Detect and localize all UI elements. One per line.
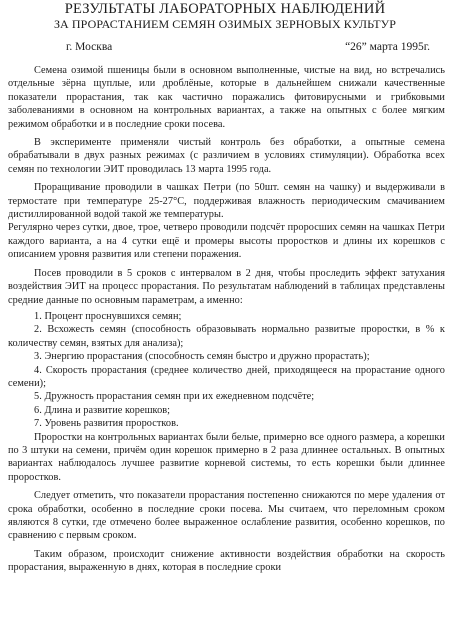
title-line-1: РЕЗУЛЬТАТЫ ЛАБОРАТОРНЫХ НАБЛЮДЕНИЙ: [64, 1, 386, 17]
list-item: 3. Энергию прорастания (способность семян быстро и дружно прорастать);: [34, 351, 370, 363]
place: г. Москва: [66, 41, 113, 53]
paragraph-5: Посев проводили в 5 сроков с интервалом в 2 дня, чтобы проследить эффект затухания воздействия ЭИТ на процесс прорастания. По результатам наблюдений в таблицах представлены средние данные по основным параметрам, а именно:: [8, 267, 445, 306]
list-item: 4. Скорость прорастания (среднее количество дней, приходящееся на прорастание одного семени);: [8, 364, 445, 389]
document-body: [0, 64, 450, 575]
list-item: 1. Процент проснувшихся семян;: [34, 310, 182, 322]
paragraph-7: Следует отметить, что показатели прорастания постепенно снижаются по мере удаления от срока обработки, особенно в последние сроки посева. Мы считаем, что переломным сроком являются 8 сутки, где отмечено более выраженное ослабление развития, особенно корешков, по сравнению с первым сроком.: [8, 490, 445, 542]
paragraph-4: Регулярно через сутки, двое, трое, четверо проводили подсчёт проросших семян на чашках Петри каждого варианта, а на 4 сутки ещё и промеры высоты проростков и длины их корешков с описанием уровня развития или степени поражения.: [8, 222, 445, 261]
list-item: 2. Всхожесть семян (способность образовывать нормально развитые проростки, в % к количеству семян, взятых для анализа);: [8, 324, 445, 349]
date: “26” марта 1995г.: [345, 41, 430, 53]
paragraph-8: Таким образом, происходит снижение активности воздействия обработки на скорость прорастания, выраженную в днях, которая в последние сроки: [8, 548, 445, 574]
paragraph-6: Проростки на контрольных вариантах были белые, примерно все одного размера, а корешки по 3 штуки на семени, причём один корешок примерно в 2 раза длиннее остальных. В опытных вариантах наблюдалось лучшее развитие корневой системы, то есть корешки были длиннее проростков.: [8, 431, 445, 483]
paragraph-2: В эксперименте применяли чистый контроль без обработки, а опытные семена обрабатывали в двух разных режимах (с различием в условиях стимуляции). Обработка всех семян по технологии ЭИТ проводилась 13 марта 1995 года.: [8, 137, 445, 175]
list-item: 5. Дружность прорастания семян при их ежедневном подсчёте;: [34, 391, 315, 403]
paragraph-1: Семена озимой пшеницы были в основном выполненные, чистые на вид, но встречались отдельные зёрна щуплые, или дроблёные, которые в дальнейшем снижали качественные показатели прорастания, так как частично поражались фитовирусными и грибковыми заболеваниями в основном на контрольных вариантах, а также на опытных с более мягким режимом обработки и в последние сроки посева.: [8, 65, 445, 130]
parameter-list: [8, 310, 445, 431]
dateline: [0, 40, 450, 54]
list-item: 6. Длина и развитие корешков;: [34, 404, 171, 416]
paragraph-3: Проращивание проводили в чашках Петри (по 50шт. семян на чашку) и выдерживали в термостате при температуре 25-27°С, поддерживая влажность периодическим смачиванием дистиллированной водой такой же температуры.: [8, 182, 445, 221]
title-line-2: ЗА ПРОРАСТАНИЕМ СЕМЯН ОЗИМЫХ ЗЕРНОВЫХ КУЛЬТУР: [53, 17, 397, 31]
list-item: 7. Уровень развития проростков.: [34, 418, 179, 430]
document-title: [0, 2, 450, 31]
